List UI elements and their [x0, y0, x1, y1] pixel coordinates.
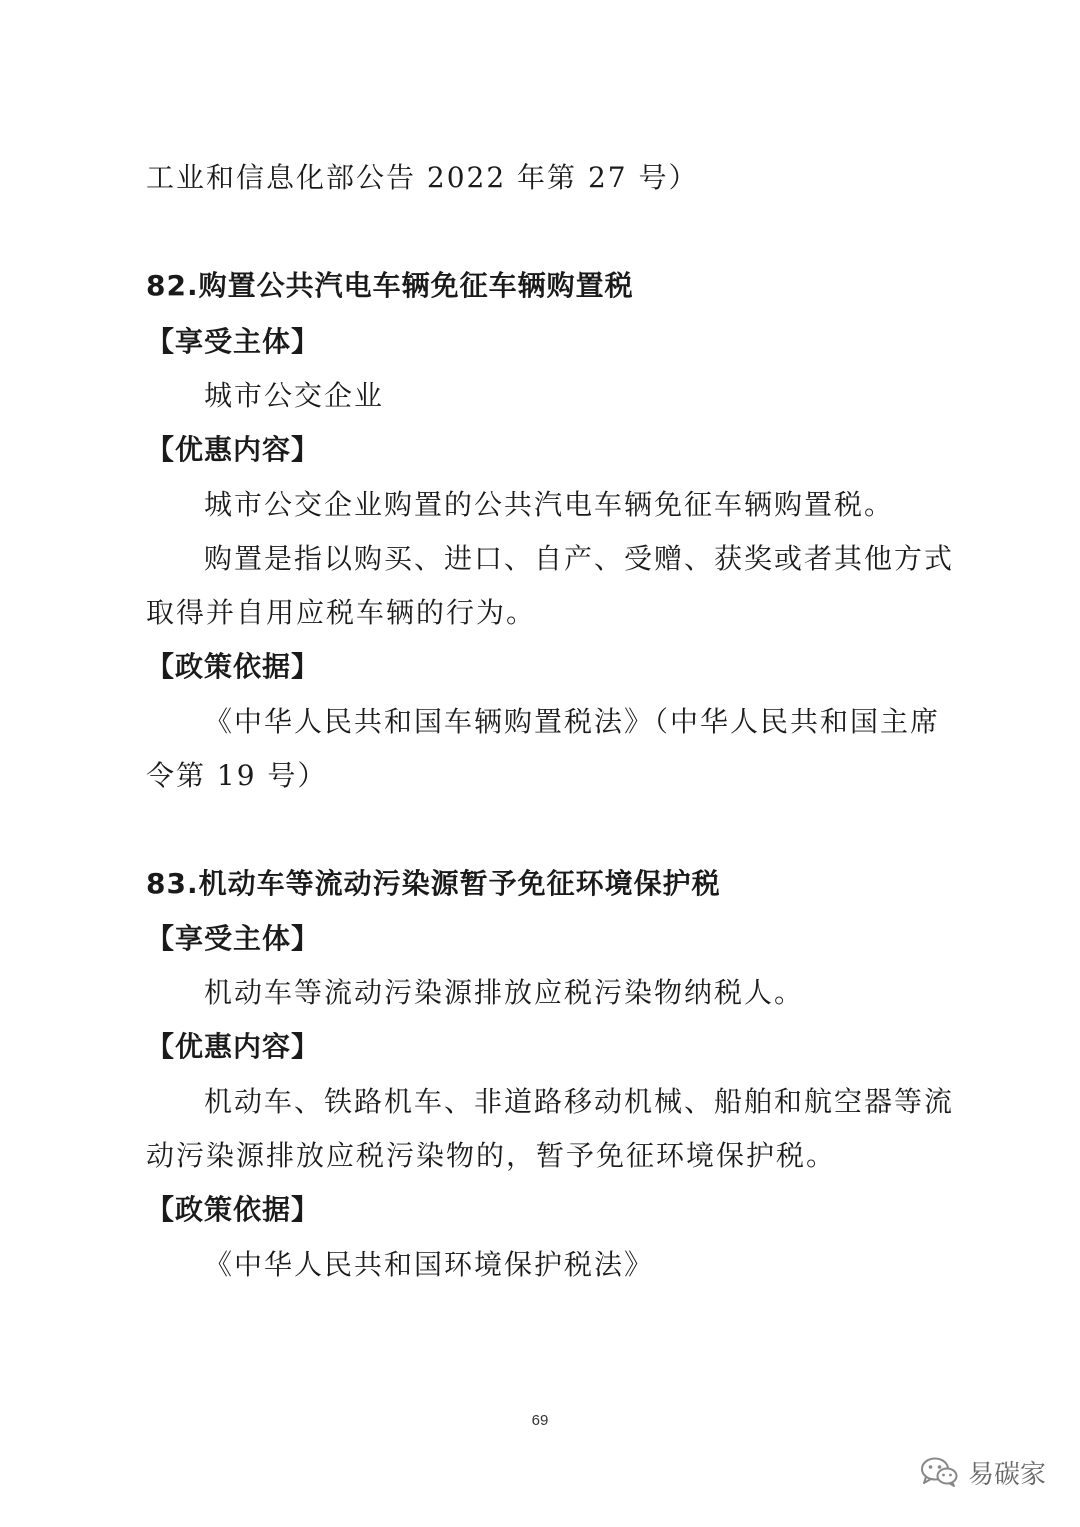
section-82-basis-label: 【政策依据】 [146, 650, 321, 683]
page-number: 69 [531, 1412, 549, 1429]
section-82-content-paragraph: 城市公交企业购置的公共汽电车辆免征车辆购置税。 [204, 488, 895, 521]
intro-continuation: 工业和信息化部公告 2022 年第 27 号） [146, 161, 699, 194]
section-83-content-label: 【优惠内容】 [146, 1030, 321, 1063]
section-82-subject-label: 【享受主体】 [146, 325, 321, 358]
section-83-content-paragraph: 动污染源排放应税污染物的，暂予免征环境保护税。 [146, 1139, 837, 1172]
section-83-content-paragraph: 机动车、铁路机车、非道路移动机械、船舶和航空器等流 [204, 1085, 955, 1118]
section-83-subject-label: 【享受主体】 [146, 922, 321, 955]
section-82-content-label: 【优惠内容】 [146, 433, 321, 466]
section-82-content-paragraph: 购置是指以购买、进口、自产、受赠、获奖或者其他方式 [204, 542, 955, 575]
watermark [920, 1452, 1046, 1492]
watermark-text: 易碳家 [967, 1459, 1046, 1490]
section-82-subject-text: 城市公交企业 [204, 379, 385, 412]
section-82-basis-text: 《中华人民共和国车辆购置税法》（中华人民共和国主席 [204, 705, 941, 738]
section-83-subject-text: 机动车等流动污染源排放应税污染物纳税人。 [204, 976, 805, 1009]
section-82-title: 82.购置公共汽电车辆免征车辆购置税 [146, 269, 634, 302]
section-82-basis-text: 令第 19 号） [146, 759, 328, 792]
section-83-title: 83.机动车等流动污染源暂予免征环境保护税 [146, 867, 721, 900]
section-83-basis-text: 《中华人民共和国环境保护税法》 [204, 1248, 655, 1281]
wechat-icon [920, 1456, 958, 1488]
section-82-content-paragraph: 取得并自用应税车辆的行为。 [146, 596, 537, 629]
section-83-basis-label: 【政策依据】 [146, 1193, 321, 1226]
